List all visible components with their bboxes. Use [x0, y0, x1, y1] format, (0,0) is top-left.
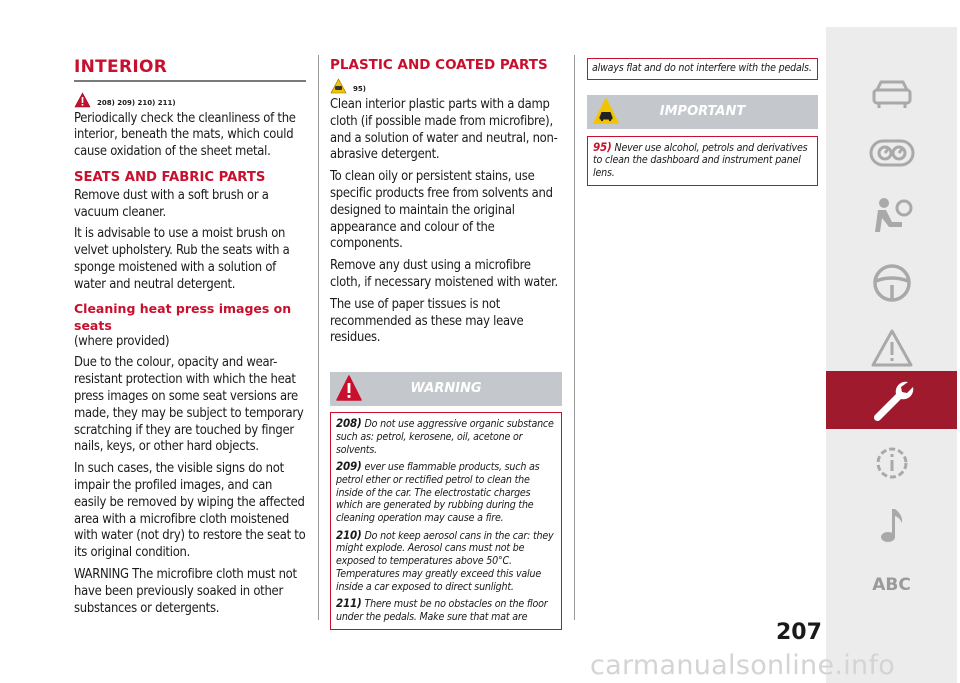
page-number: 207 [776, 620, 822, 645]
warning-num: 208) [336, 416, 362, 431]
warning-item [336, 460, 556, 525]
sidebar-item-safety[interactable] [826, 187, 957, 245]
column-continuation [587, 58, 818, 186]
important-item [593, 141, 812, 180]
warning-text: Do not keep aerosol cans in the car: they might explode. Aerosol cans must not be exposed to temperatures above 50°C. Temperatures may greatly exceed this value inside a car exposed to direct sunlight. [336, 529, 554, 593]
abc-index-icon: ABC [872, 575, 911, 595]
important-box-body [587, 136, 818, 186]
sidebar-item-driving[interactable] [826, 255, 957, 311]
plastic-paragraph-2: To clean oily or persistent stains, use specific products free from solvents and designed to maintain the original appearance and colour of the components. [330, 169, 553, 252]
column-divider [574, 55, 575, 620]
refs-text: 95) [353, 85, 366, 93]
important-title: IMPORTANT [659, 103, 746, 119]
column-divider [318, 55, 319, 620]
warning-continuation: always flat and do not interfere with the pedals. [587, 58, 818, 80]
heading-rule [74, 80, 306, 82]
warning-text: ever use flammable products, such as petrol ether or rectified petrol to clean the inside of the car. The electrostatic charges which are generated by rubbing during the cleaning operation may cause a fire. [336, 461, 540, 525]
steering-wheel-icon [872, 263, 912, 303]
warning-num: 210) [336, 527, 362, 542]
intro-paragraph: Periodically check the cleanliness of the interior, beneath the mats, which could cause oxidation of the sheet metal. [74, 110, 296, 160]
heat-paragraph-1: Due to the colour, opacity and wear-resistant protection with which the heat press images on some seat versions are made, they may be subject to temporary scratching if they are touched by finger nails, keys, or other hard objects. [74, 355, 304, 455]
warning-refs [74, 90, 306, 108]
heading-seats-fabric: SEATS AND FABRIC PARTS [74, 169, 266, 185]
refs-text: 208) 209) 210) 211) [97, 98, 176, 107]
important-refs [330, 76, 562, 94]
sidebar-item-maintenance[interactable] [826, 371, 957, 429]
warning-item [336, 417, 556, 456]
warning-text: There must be no obstacles on the floor under the pedals. Make sure that mat are [336, 598, 548, 623]
plastic-paragraph-4: The use of paper tissues is not recommended as these may leave residues. [330, 296, 524, 346]
warning-box-body [330, 412, 562, 630]
important-text: Never use alcohol, petrols and derivatives to clean the dashboard and instrument panel lens. [593, 141, 808, 180]
chapter-sidebar [826, 27, 957, 683]
dashboard-gauges-icon [869, 138, 915, 168]
seats-paragraph-2: It is advisable to use a moist brush on velvet upholstery. Rub the seats with a sponge moistened with a solution of water and neutral detergent. [74, 226, 290, 292]
sidebar-item-technical-data[interactable] [826, 437, 957, 489]
warning-num: 211) [336, 596, 362, 611]
heat-note: (where provided) [74, 333, 170, 349]
warning-box-header [330, 372, 562, 406]
column-plastic-parts [330, 55, 562, 630]
warning-triangle-icon [74, 92, 91, 108]
watermark: carmanualsonline.info [590, 650, 896, 681]
heading-plastic-coated: PLASTIC AND COATED PARTS [330, 57, 548, 73]
warning-title: WARNING [410, 381, 482, 397]
plastic-paragraph-1: Clean interior plastic parts with a damp cloth (if possible made from microfibre), and a solution of water and neutral, non-abrasive detergent. [330, 97, 558, 163]
sidebar-item-index[interactable] [826, 565, 957, 605]
heading-heat-press: Cleaning heat press images on seats [74, 300, 292, 333]
warning-text: Do not use aggressive organic substance such as: petrol, kerosene, oil, acetone or solvents. [336, 418, 554, 456]
car-icon [870, 76, 914, 110]
heat-paragraph-3: WARNING The microfibre cloth must not have been previously soaked in other substances or detergents. [74, 567, 297, 616]
info-gear-icon [871, 442, 913, 484]
important-num: 95) [593, 139, 612, 154]
heat-paragraph-2: In such cases, the visible signs do not impair the profiled images, and can easily be removed by wiping the affected area with a microfibre cloth moistened with water (not dry) to restore the seat to its original condition. [74, 461, 306, 561]
sidebar-item-car[interactable] [826, 67, 957, 119]
caution-triangle-icon [330, 78, 347, 94]
warning-triangle-icon [870, 328, 914, 368]
wrench-icon [870, 378, 914, 422]
important-box-header [587, 95, 818, 129]
sidebar-item-emergency[interactable] [826, 319, 957, 377]
seats-paragraph-1: Remove dust with a soft brush or a vacuum cleaner. [74, 187, 269, 220]
warning-num: 209) [336, 459, 362, 474]
heading-interior: INTERIOR [74, 57, 168, 77]
plastic-paragraph-3: Remove any dust using a microfibre cloth, if necessary moistened with water. [330, 258, 558, 290]
music-note-icon [877, 505, 907, 545]
airbag-seat-icon [870, 196, 914, 236]
sidebar-item-multimedia[interactable] [826, 499, 957, 551]
warning-item [336, 597, 556, 623]
warning-item [336, 529, 556, 594]
sidebar-item-dashboard[interactable] [826, 127, 957, 179]
column-interior [74, 55, 306, 622]
